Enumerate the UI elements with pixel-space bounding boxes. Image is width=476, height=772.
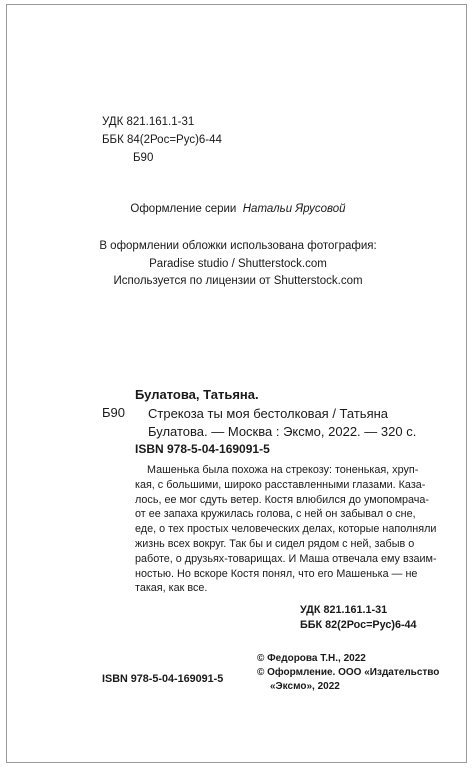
annotation-line: такая, как все. bbox=[135, 582, 208, 595]
copyright-line: © Оформление. ООО «Издательство bbox=[257, 666, 440, 678]
annotation-line: кая, с большими, широко расставленными глазами. Каза- bbox=[135, 478, 426, 491]
annotation-line: лось, ее мог сдуть ветер. Костя влюбился до умопомрача- bbox=[135, 493, 429, 506]
annotation-line: жизнь всех вокруг. Так бы и сидел рядом с ней, забыв о bbox=[135, 537, 415, 550]
bbk-code: ББК 84(2Рос=Рус)6-44 bbox=[102, 134, 222, 146]
cover-credit-line: Paradise studio / Shutterstock.com bbox=[149, 257, 327, 270]
catalog-description bbox=[148, 405, 431, 440]
annotation-line: от ее запаха кружилась голова, с ней он забывал о сне, bbox=[135, 508, 416, 521]
udk-code-bottom: УДК 821.161.1-31 bbox=[300, 604, 388, 616]
catalog-author: Булатова, Татьяна. bbox=[135, 387, 259, 402]
cover-credit-line: В оформлении обложки использована фотография: bbox=[99, 240, 377, 252]
catalog-description-line: Булатова. — Москва : Эксмо, 2022. — 320 с. bbox=[148, 423, 417, 439]
series-design-credit bbox=[0, 203, 476, 215]
catalog-cipher: Б90 bbox=[102, 405, 125, 420]
annotation-line: Машенька была похожа на стрекозу: тоненькая, хруп- bbox=[147, 464, 419, 476]
page-border bbox=[6, 4, 467, 763]
index-codes bbox=[300, 603, 417, 633]
annotation-line: еде, о тех простых человеческих делах, которые наполняли bbox=[135, 523, 437, 536]
copyright-line: © Федорова Т.Н., 2022 bbox=[257, 653, 366, 664]
cover-credits bbox=[0, 238, 476, 291]
annotation-line: работе, о друзьях-товарищах. И Маша отвечала ему взаим- bbox=[135, 552, 437, 565]
series-design-label: Оформление серии bbox=[130, 203, 237, 215]
cover-credit-line: Используется по лицензии от Shutterstock.com bbox=[113, 275, 363, 287]
author-cipher: Б90 bbox=[133, 152, 154, 164]
copyright-block bbox=[257, 652, 439, 693]
catalog-description-line: Стрекоза ты моя бестолковая / Татьяна bbox=[148, 406, 389, 421]
annotation bbox=[135, 463, 437, 596]
copyright-line: «Эксмо», 2022 bbox=[270, 680, 340, 692]
series-designer-name: Натальи Ярусовой bbox=[242, 203, 346, 215]
isbn-bottom: ISBN 978-5-04-169091-5 bbox=[102, 673, 224, 685]
udk-code: УДК 821.161.1-31 bbox=[102, 116, 195, 128]
catalog-isbn: ISBN 978-5-04-169091-5 bbox=[135, 442, 270, 456]
bbk-code-bottom: ББК 82(2Рос=Рус)6-44 bbox=[300, 618, 417, 631]
annotation-line: ностью. Но вскоре Костя понял, что его Машенька — не bbox=[135, 567, 418, 580]
